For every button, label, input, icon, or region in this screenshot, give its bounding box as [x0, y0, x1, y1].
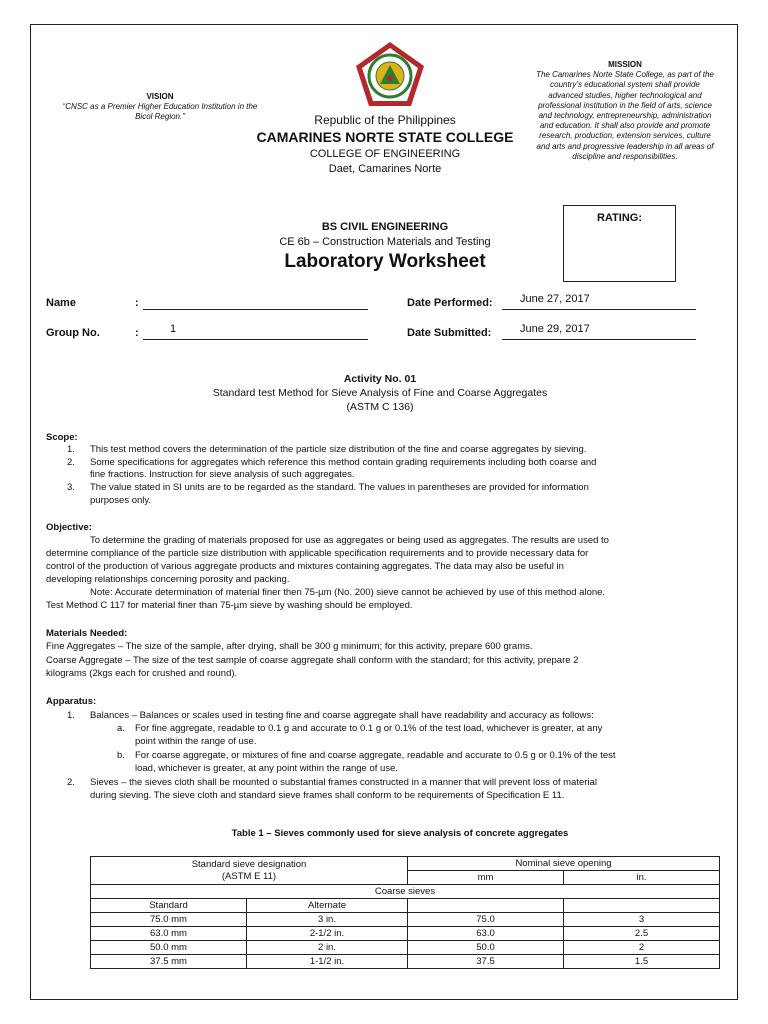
cell-in: 1.5	[564, 955, 720, 969]
objective-line-1: To determine the grading of materials proposed for use as aggregates or being used as aggregates. The results are used to	[90, 535, 609, 546]
header-designation	[91, 857, 408, 885]
scope-item-1: This test method covers the determination of the particle size distribution of the fine and coarse aggregates by sieving.	[90, 444, 587, 455]
header-designation-line-1: Standard sieve designation	[191, 858, 307, 870]
scope-item-2-line-2: fine fractions. Instruction for sieve analysis of such aggregates.	[90, 469, 355, 480]
table-row	[91, 913, 720, 927]
apparatus-sub-b-line-2: load, whichever is greater, at any point within the range of use.	[135, 763, 398, 774]
cell-mm: 75.0	[408, 913, 564, 927]
apparatus-item-1-num: 1.	[67, 710, 75, 721]
group-field-line	[143, 338, 368, 340]
table-row	[91, 941, 720, 955]
objective-note-line-1: Note: Accurate determination of material finer then 75-µm (No. 200) sieve cannot be achieved by use of this method alone.	[90, 587, 606, 598]
name-field-line	[143, 308, 368, 310]
subject-name: CE 6b – Construction Materials and Testing	[279, 236, 491, 248]
mission-text: The Camarines Norte State College, as part of the country’s educational system shall provide advanced studies, higher technological and professional institution in the field of arts, science and technology, entrepreneurship, administration and education. It shall also provide and promote research, production, extension services, culture and arts and progressive leadership in all areas of discipline and responsibilities.	[536, 70, 714, 161]
cell-alternate: 2 in.	[247, 941, 408, 955]
activity-standard: (ASTM C 136)	[346, 401, 414, 413]
materials-heading: Materials Needed:	[46, 628, 128, 639]
objective-heading: Objective:	[46, 522, 92, 533]
date-submitted-line	[502, 338, 696, 340]
table-subheader-row	[91, 899, 720, 913]
empty-cell	[564, 899, 720, 913]
date-performed-line	[502, 308, 696, 310]
materials-line-3: kilograms (2kgs each for crushed and round).	[46, 668, 238, 679]
apparatus-sub-a-line-1: For fine aggregate, readable to 0.1 g and accurate to 0.1 g or 0.1% of the test load, whichever is greater, at any	[135, 723, 603, 734]
apparatus-sub-b-line-1: For coarse aggregate, or mixtures of fine and coarse aggregate, readable and accurate to 0.5 g or 0.1% of the test	[135, 750, 616, 761]
apparatus-item-2-num: 2.	[67, 777, 75, 788]
header-opening: Nominal sieve opening	[408, 857, 720, 871]
cell-standard: 50.0 mm	[91, 941, 247, 955]
rating-box	[563, 205, 676, 282]
materials-line-1: Fine Aggregates – The size of the sample, after drying, shall be 300 g minimum; for this activity, prepare 600 grams.	[46, 641, 533, 652]
table-caption: Table 1 – Sieves commonly used for sieve analysis of concrete aggregates	[231, 828, 569, 839]
cell-in: 2.5	[564, 927, 720, 941]
program-name: BS CIVIL ENGINEERING	[321, 221, 449, 233]
apparatus-item-2-line-2: during sieving. The sieve cloth and standard sieve frames shall conform to be requirements of Specification E 11.	[90, 790, 565, 801]
sieve-table	[90, 856, 720, 969]
cell-in: 2	[564, 941, 720, 955]
apparatus-heading: Apparatus:	[46, 696, 97, 707]
cell-standard: 63.0 mm	[91, 927, 247, 941]
group-field[interactable]: 1	[170, 323, 177, 335]
date-performed-label: Date Performed:	[407, 297, 493, 309]
republic-line: Republic of the Philippines	[314, 113, 456, 127]
name-label: Name	[46, 297, 76, 309]
cell-mm: 50.0	[408, 941, 564, 955]
header-alternate: Alternate	[247, 899, 408, 913]
department-name: COLLEGE OF ENGINEERING	[309, 148, 461, 160]
rating-label: RATING:	[596, 212, 642, 224]
scope-heading: Scope:	[46, 432, 78, 443]
objective-line-4: developing relationships concerning porosity and packing.	[46, 574, 290, 585]
cell-in: 3	[564, 913, 720, 927]
scope-item-2-num: 2.	[67, 457, 75, 468]
scope-item-3-line-1: The value stated in SI units are to be regarded as the standard. The values in parentheses are provided for information	[90, 482, 589, 493]
vision-heading: VISION	[146, 92, 174, 101]
activity-title: Standard test Method for Sieve Analysis of Fine and Coarse Aggregates	[212, 387, 548, 399]
cell-mm: 37.5	[408, 955, 564, 969]
activity-block	[140, 372, 620, 414]
header-in: in.	[564, 871, 720, 885]
table-section-row	[91, 885, 720, 899]
cell-standard: 75.0 mm	[91, 913, 247, 927]
cell-alternate: 1-1/2 in.	[247, 955, 408, 969]
location: Daet, Camarines Norte	[328, 163, 442, 175]
date-performed-field[interactable]: June 27, 2017	[520, 293, 590, 305]
table-header-row	[91, 857, 720, 871]
objective-line-2: determine compliance of the particle size distribution with applicable specification requirements and to provide necessary data for	[46, 548, 589, 559]
cell-alternate: 3 in.	[247, 913, 408, 927]
scope-item-3-line-2: purposes only.	[90, 495, 152, 506]
activity-number: Activity No. 01	[343, 373, 417, 385]
apparatus-sub-a-line-2: point within the range of use.	[135, 736, 257, 747]
vision-text: “CNSC as a Premier Higher Education Institution in the Bicol Region.”	[62, 102, 258, 121]
date-submitted-field[interactable]: June 29, 2017	[520, 323, 590, 335]
header-designation-line-2: (ASTM E 11)	[221, 870, 277, 882]
mission-block	[532, 60, 718, 162]
objective-line-3: control of the production of various aggregate products and mixtures containing aggregates. The data may also be useful in	[46, 561, 564, 572]
cell-alternate: 2-1/2 in.	[247, 927, 408, 941]
objective-note-line-2: Test Method C 117 for material finer than 75-µm sieve by washing should be employed.	[46, 600, 413, 611]
name-colon: :	[135, 297, 139, 309]
vision-block	[60, 92, 260, 122]
course-info	[230, 220, 540, 250]
college-header	[240, 113, 530, 177]
scope-item-1-num: 1.	[67, 444, 75, 455]
mission-heading: MISSION	[608, 60, 642, 69]
table-row	[91, 955, 720, 969]
materials-line-2: Coarse Aggregate – The size of the test sample of coarse aggregate shall conform with the standard; for this activity, prepare 2	[46, 655, 579, 666]
apparatus-sub-a-letter: a.	[117, 723, 125, 734]
date-submitted-label: Date Submitted:	[407, 327, 492, 339]
apparatus-sub-b-letter: b.	[117, 750, 125, 761]
empty-cell	[408, 899, 564, 913]
cell-standard: 37.5 mm	[91, 955, 247, 969]
scope-item-2-line-1: Some specifications for aggregates which reference this method contain grading requirements including both coarse and	[90, 457, 597, 468]
section-coarse-sieves: Coarse sieves	[91, 885, 720, 899]
apparatus-item-2-line-1: Sieves – the sieves cloth shall be mounted o substantial frames constructed in a manner that will prevent loss of material	[90, 777, 597, 788]
college-name: CAMARINES NORTE STATE COLLEGE	[256, 129, 514, 145]
worksheet-title: Laboratory Worksheet	[284, 251, 486, 272]
table-row	[91, 927, 720, 941]
header-mm: mm	[408, 871, 564, 885]
college-seal-logo	[354, 40, 426, 110]
apparatus-item-1: Balances – Balances or scales used in testing fine and coarse aggregate shall have readability and accuracy as follows:	[90, 710, 594, 721]
scope-item-3-num: 3.	[67, 482, 75, 493]
cell-mm: 63.0	[408, 927, 564, 941]
group-colon: :	[135, 327, 139, 339]
header-standard: Standard	[91, 899, 247, 913]
group-label: Group No.	[46, 327, 100, 339]
